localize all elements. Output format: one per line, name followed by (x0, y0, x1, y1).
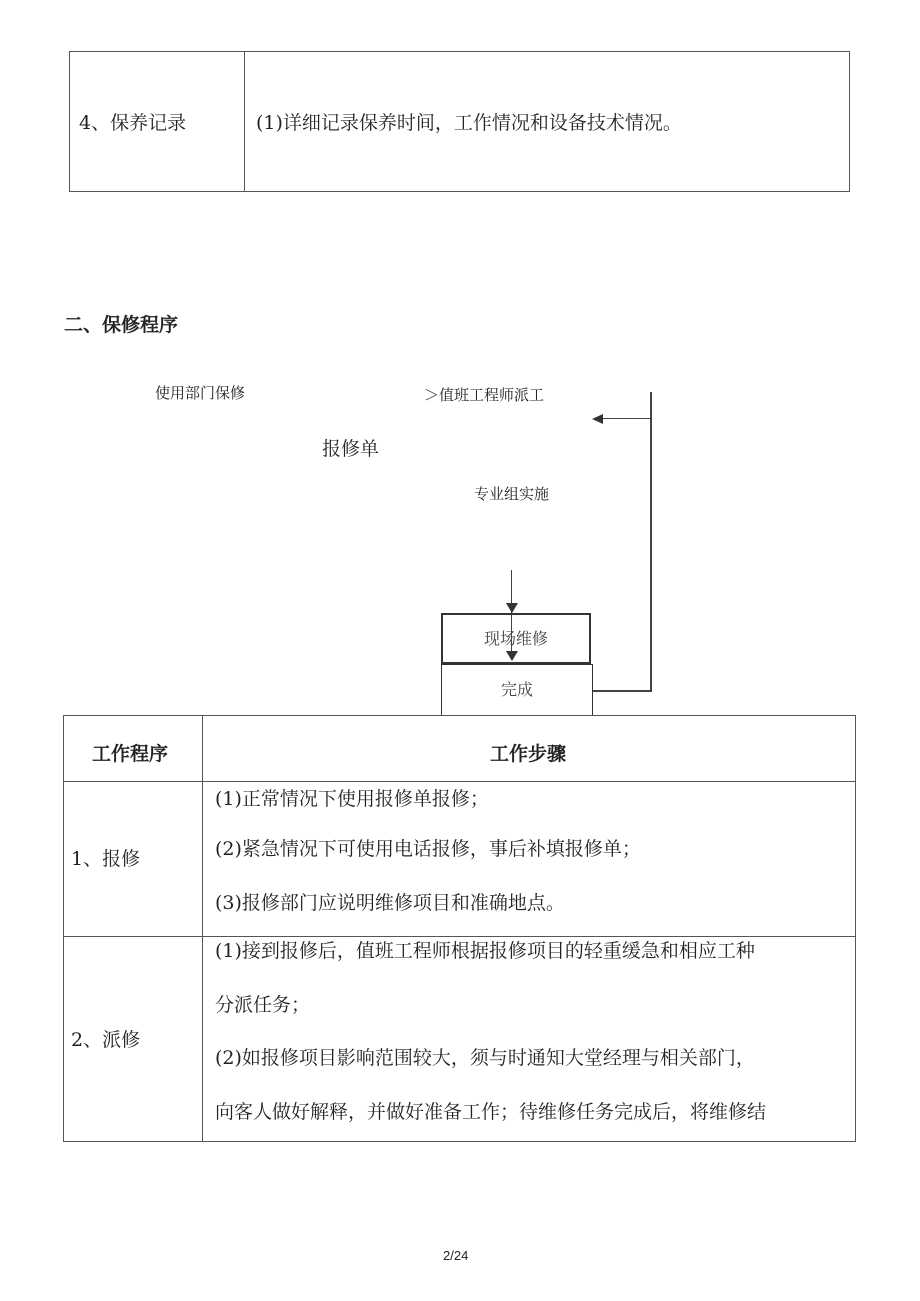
flow-team-implement: 专业组实施 (474, 485, 550, 503)
flow-engineer-dispatch: ＞值班工程师派工 (424, 386, 545, 404)
flow-arrow-left-icon (590, 412, 604, 426)
table-divider (64, 936, 855, 937)
flow-repair-form: 报修单 (322, 438, 380, 460)
table-row-step: (3)报修部门应说明维修项目和准确地点。 (215, 892, 565, 914)
maintenance-record-table (69, 51, 850, 192)
table-row-label: 1、报修 (71, 848, 141, 870)
table-header-steps: 工作步骤 (490, 743, 567, 765)
table-row-step: (1)正常情况下使用报修单报修； (215, 788, 489, 810)
flow-onsite-label: 现场维修 (483, 629, 548, 648)
flow-return-line-top (602, 418, 652, 419)
flow-return-line-bottom (592, 690, 652, 692)
table-divider (64, 781, 855, 782)
procedure-table (63, 715, 856, 1142)
section-title: 二、保修程序 (64, 314, 179, 336)
flow-box-done (441, 664, 593, 716)
table-row-label: 2、派修 (71, 1029, 141, 1051)
table-divider (202, 716, 203, 1141)
flow-done-label: 完成 (500, 680, 533, 699)
table-row-step: (2)紧急情况下可使用电话报修，事后补填报修单； (215, 838, 641, 860)
table-row-step: 分派任务； (215, 994, 311, 1016)
table-header-procedure: 工作程序 (92, 743, 169, 765)
flow-return-line-vertical (650, 392, 652, 692)
table-row-step: (2)如报修项目影响范围较大，须与时通知大堂经理与相关部门， (215, 1047, 755, 1069)
flow-dept-report: 使用部门保修 (155, 384, 246, 402)
table-divider (244, 52, 245, 191)
table-content-cell: (1)详细记录保养时间，工作情况和设备技术情况。 (256, 112, 682, 134)
flow-box-onsite (441, 613, 591, 664)
table-row-step: (1)接到报修后，值班工程师根据报修项目的轻重缓急和相应工种 (215, 940, 755, 962)
table-row-step: 向客人做好解释，并做好准备工作；待维修任务完成后，将维修结 (215, 1101, 767, 1123)
page-number: 2/24 (443, 1248, 469, 1263)
table-label-cell: 4、保养记录 (79, 112, 187, 134)
